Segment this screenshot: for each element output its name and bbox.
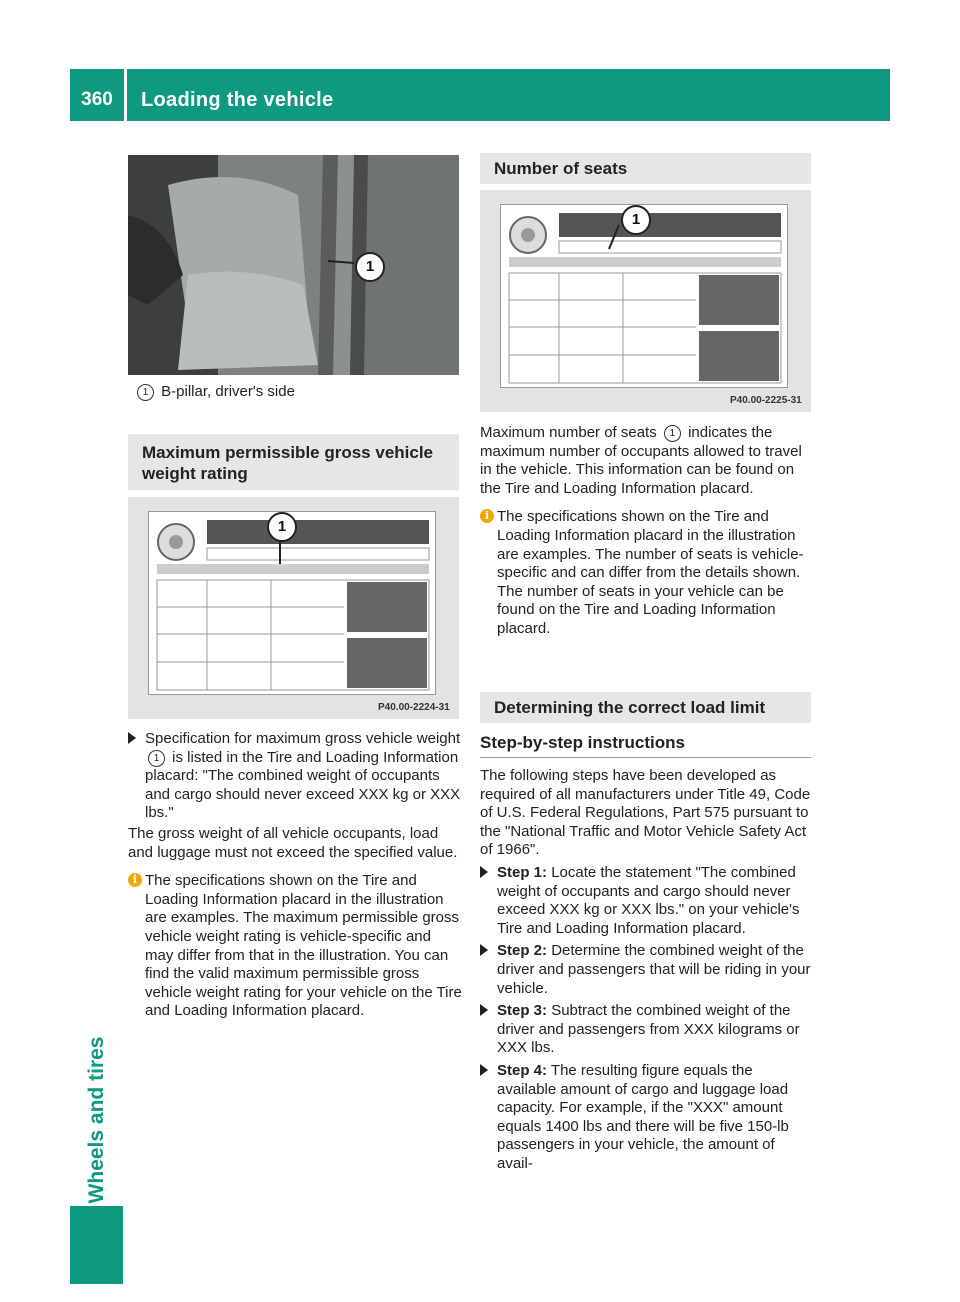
caption-text: B-pillar, driver's side xyxy=(161,383,295,400)
info-text-left: The specifications shown on the Tire and Loading Information placard in the illustration are examples. The maximum permissible gross vehicle weight rating is vehicle-specific and may differ from that in the illustration. You can find the valid maximum permissible gross vehicle weight rating for your vehicle on the Tire and Loading Information placard. xyxy=(145,872,462,1020)
placard-code-left: P40.00-2224-31 xyxy=(378,702,450,713)
bullet-text-after: is listed in the Tire and Loading Information placard: "The combined weight of occupants and cargo should never exceed XXX kg or XXX lbs." xyxy=(145,748,461,822)
step-3-text: Subtract the combined weight of the driver and passengers from XXX kilograms or XXX lbs. xyxy=(497,1002,800,1057)
placard-callout-right: 1 xyxy=(621,205,651,235)
seats-callout: 1 xyxy=(664,425,681,442)
side-tab-marker xyxy=(70,1206,123,1284)
step-1-label: Step 1: xyxy=(497,863,548,881)
side-tab-label: Wheels and tires xyxy=(85,1036,108,1204)
tire-loading-placard-right xyxy=(500,204,788,388)
info-icon: i xyxy=(480,509,494,523)
step-2-label: Step 2: xyxy=(497,942,548,960)
seats-text-after: indicates the maximum number of occupants allowed to travel in the vehicle. This information can be found on the Tire and Loading Information placard. xyxy=(480,424,802,497)
b-pillar-illustration xyxy=(128,155,459,375)
step-3 xyxy=(480,1002,814,1058)
info-note-left xyxy=(128,872,462,1021)
info-text-right: The specifications shown on the Tire and Loading Information placard in the illustration are examples. The number of seats is vehicle-specific and can differ from the details shown. The number of seats in your vehicle can be found on the Tire and Loading Information placard. xyxy=(497,508,804,637)
info-note-right xyxy=(480,508,814,638)
header-divider xyxy=(124,69,127,121)
section-title-load-limit: Determining the correct load limit xyxy=(480,692,811,723)
step-2 xyxy=(480,942,814,998)
subheading-step-by-step: Step-by-step instructions xyxy=(480,733,685,752)
subheading-rule xyxy=(480,757,811,758)
arrow-icon xyxy=(480,1004,488,1016)
photo-caption xyxy=(134,383,464,402)
step-1-text: Locate the statement "The combined weight of occupants and cargo should never exceed XXX kg or XXX lbs." on your vehicle's Tire and Loading Information placard. xyxy=(497,863,800,937)
page-number: 360 xyxy=(81,89,113,110)
b-pillar-photo xyxy=(128,155,459,375)
seats-paragraph xyxy=(480,424,814,498)
gross-weight-paragraph: The gross weight of all vehicle occupants, load and luggage must not exceed the specified value. xyxy=(128,824,458,861)
placard-code-right: P40.00-2225-31 xyxy=(730,395,802,406)
step-4 xyxy=(480,1062,814,1174)
arrow-icon xyxy=(480,866,488,878)
bullet-text-before: Specification for maximum gross vehicle weight xyxy=(145,730,461,747)
placard-illustration-left xyxy=(149,512,435,694)
right-column-text-bottom xyxy=(480,767,814,1173)
seats-text-before: Maximum number of seats xyxy=(480,424,657,441)
step-1 xyxy=(480,864,814,938)
step-4-label: Step 4: xyxy=(497,1061,548,1079)
steps-intro: The following steps have been developed as required of all manufacturers under Title 49, Code of U.S. Federal Regulations, Part 575 pursuant to the "National Traffic and Motor Vehicle Safety Act of 1966". xyxy=(480,767,811,859)
caption-callout: 1 xyxy=(137,384,154,401)
bullet-gross-weight xyxy=(128,730,462,823)
right-column-text-top xyxy=(480,424,814,639)
section-title-number-of-seats: Number of seats xyxy=(480,153,811,184)
step-4-text: The resulting figure equals the available amount of cargo and luggage load capacity. For example, if the "XXX" amount equals 1400 lbs and there will be five 150-lb passengers in your vehicle, the amount of avail- xyxy=(497,1061,789,1172)
bullet-callout: 1 xyxy=(148,750,165,767)
step-3-label: Step 3: xyxy=(497,1002,548,1020)
tire-loading-placard-left xyxy=(148,511,436,695)
placard-callout-left: 1 xyxy=(267,512,297,542)
arrow-icon xyxy=(480,944,488,956)
arrow-icon xyxy=(480,1064,488,1076)
chapter-title: Loading the vehicle xyxy=(141,89,334,111)
left-column-text xyxy=(128,730,462,1021)
photo-callout: 1 xyxy=(355,252,385,282)
section-title-gross-weight: Maximum permissible gross vehicle weight rating xyxy=(128,434,459,490)
side-tab-label-wrap xyxy=(82,1036,112,1204)
info-icon: i xyxy=(128,873,142,887)
step-2-text: Determine the combined weight of the driver and passengers that will be riding in your vehicle. xyxy=(497,942,811,997)
arrow-icon xyxy=(128,732,136,744)
